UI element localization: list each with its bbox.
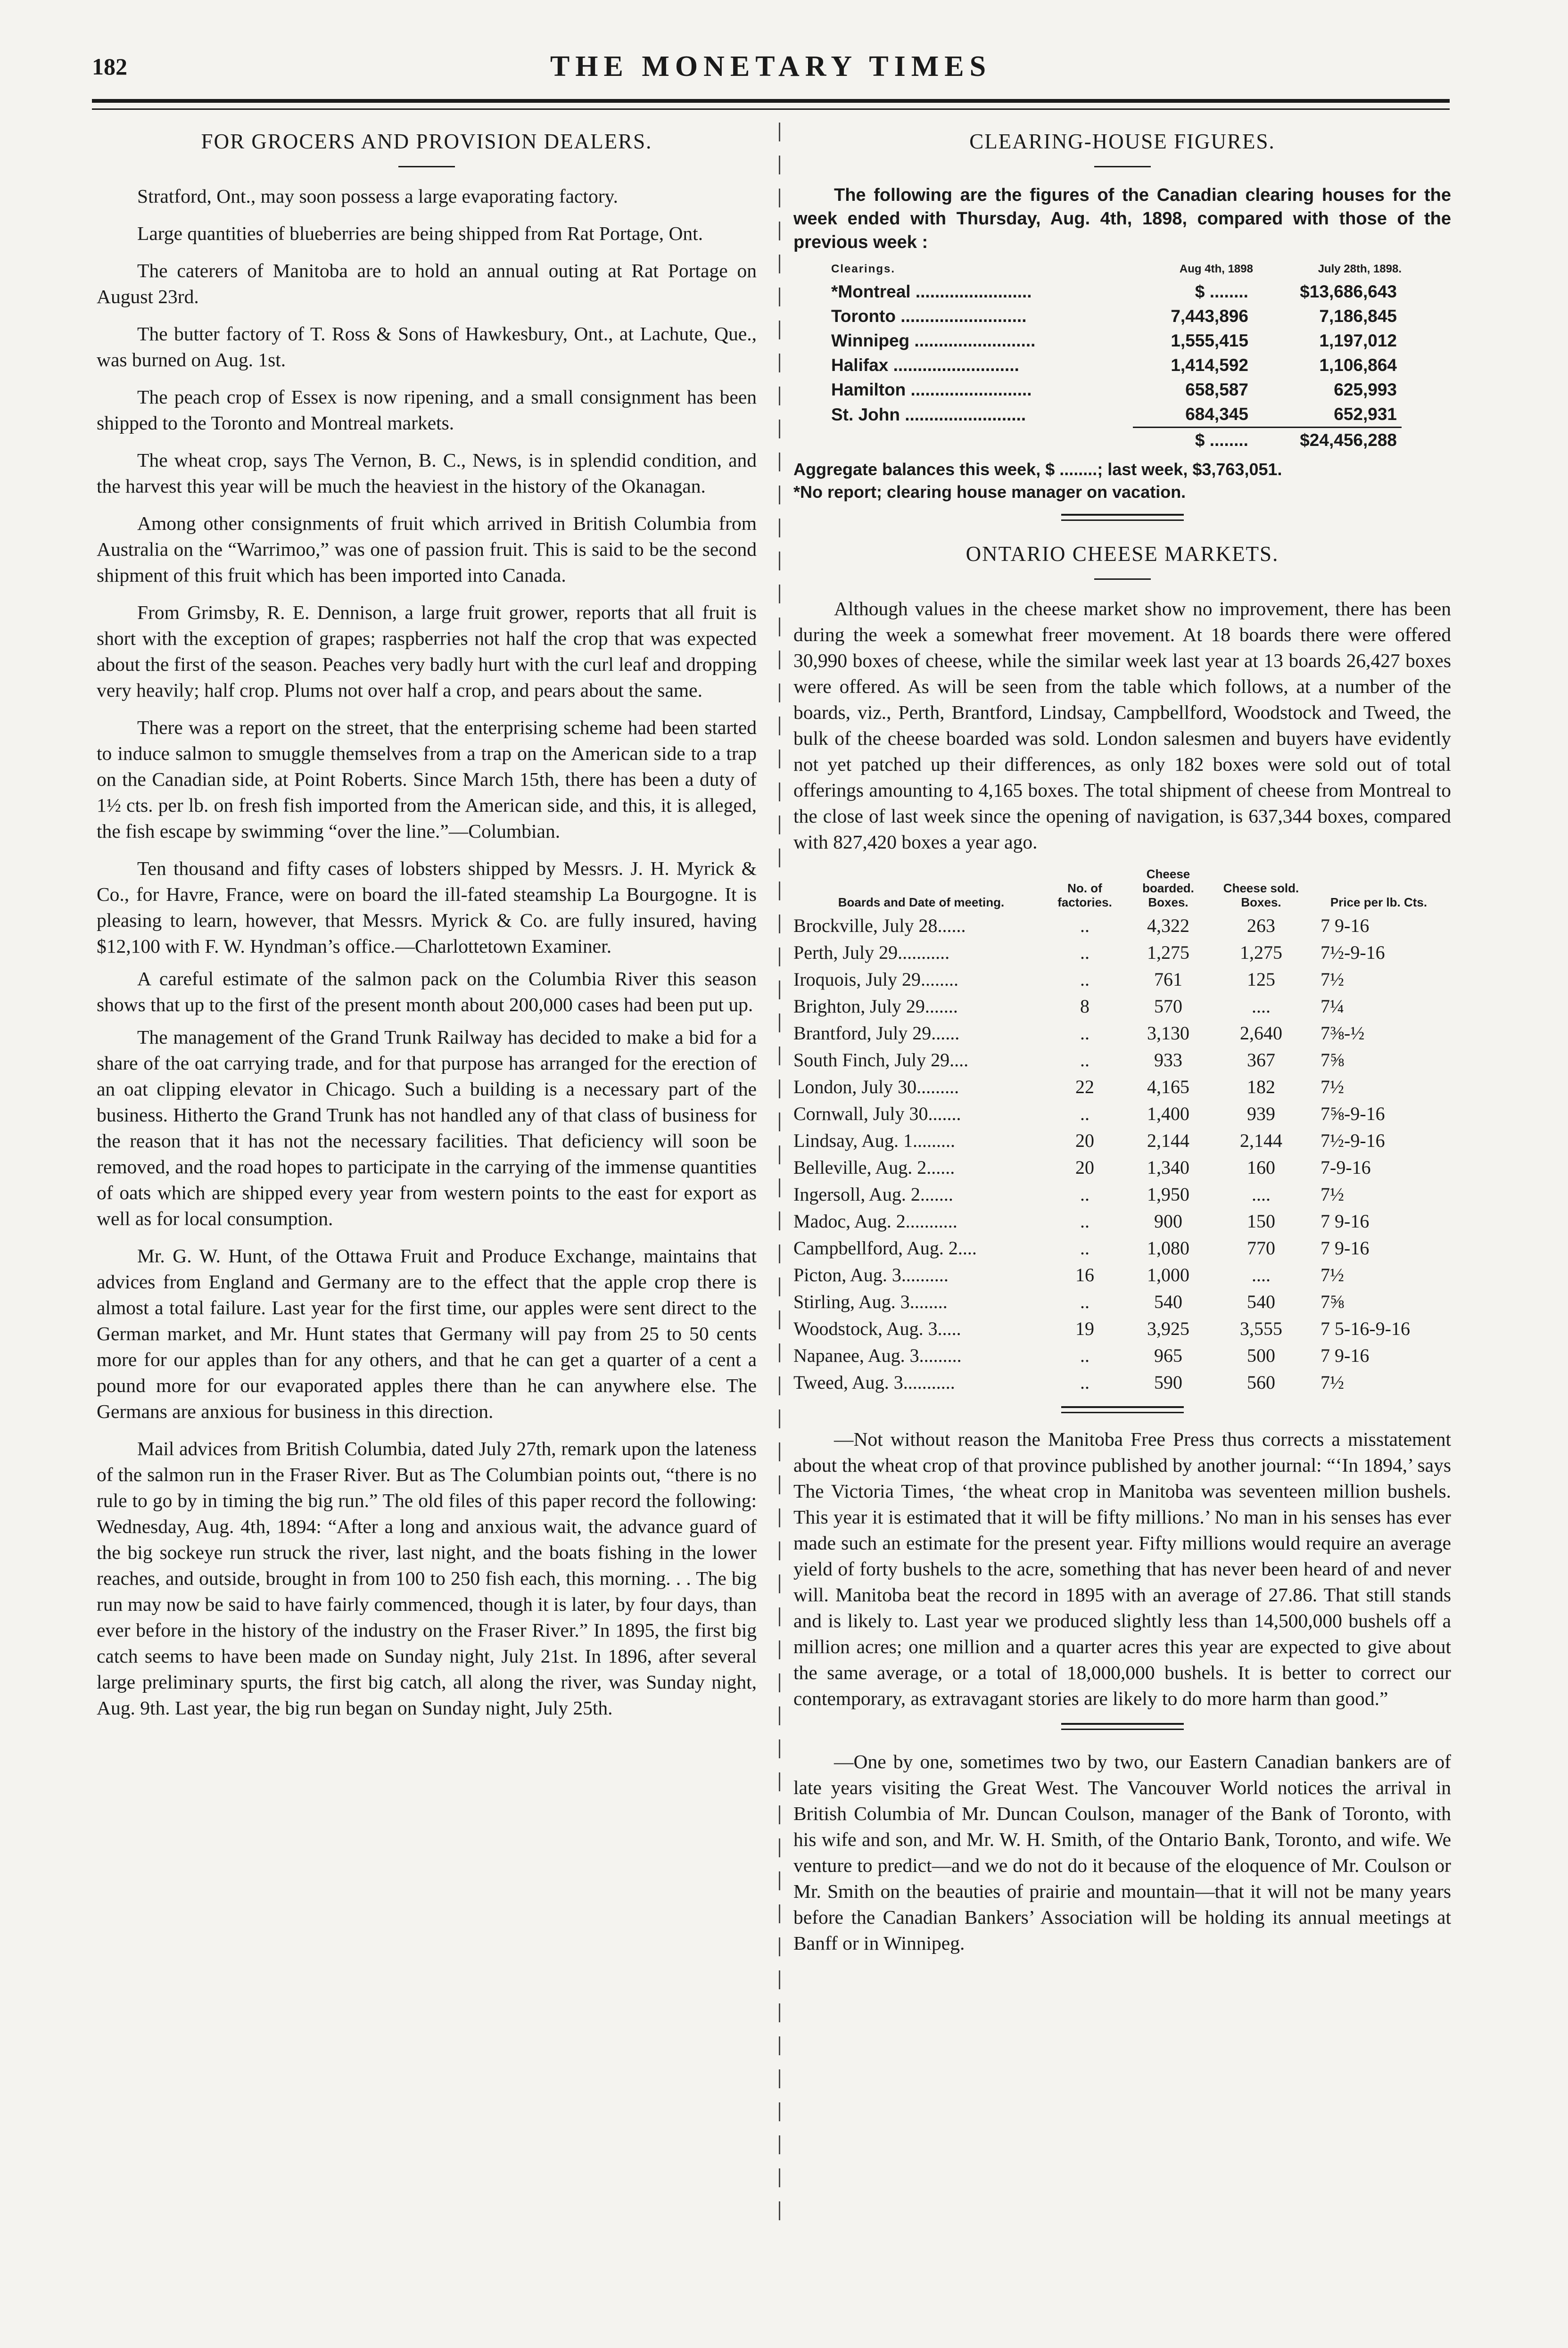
table-row (793, 939, 1451, 966)
wheat-paragraph: —Not without reason the Manitoba Free Press thus corrects a misstatement about the wheat crop of that province published by another journal: “‘In 1894,’ says The Victoria Times, ‘the wheat crop in Manitoba was seventeen million bushels. This year it is estimated that it will be fifty millions.’ No man in his senses has ever made such an estimate for the present year. Fifty millions would require an average yield of forty bushels to the acre, something that has never been heard of and never will. Manitoba beat the record in 1895 with an average of 27.86. That still stands and is likely to. Last year we produced slightly less than 14,500,000 bushels off a million acres; one million and a quarter acres this year are expected to give about the same average, or a total of 18,000,000 bushels. It is better to correct our contemporary, as extravagant stories are likely to do more harm than good.” (793, 1428, 1451, 1709)
sold-cell: 367 (1247, 1049, 1275, 1071)
value-cell: 652,931 (1334, 404, 1397, 424)
board-cell: Tweed, Aug. 3........... (793, 1372, 955, 1393)
price-cell: 7½ (1320, 1372, 1344, 1393)
table-header-row (793, 866, 1451, 912)
article-paragraph: Ten thousand and fifty cases of lobsters shipped by Messrs. J. H. Myrick & Co., for Havre, France, were on board the ill-fated steamship La Bourgogne. It is pleasing to learn, however, that Messrs. Myrick & Co. are fully insured, having $12,100 with F. W. Hyndman’s office.—Charlottetown Examiner. (97, 857, 757, 957)
board-cell: Stirling, Aug. 3........ (793, 1291, 948, 1312)
article-paragraph: Mr. G. W. Hunt, of the Ottawa Fruit and Produce Exchange, maintains that advices from England and Germany are to the effect that the apple crop there is almost a total failure. Last year for the first time, our apples were sent direct to the German market, and Mr. Hunt states that Germany will pay from 25 to 50 cents more for our apples than for any others, and that he can get a quarter of a cent a pound more for our evaporated apples there than he can anywhere else. The Germans are anxious for business in this direction. (97, 1245, 757, 1422)
factories-cell: 8 (1080, 996, 1089, 1017)
price-cell: 7½ (1320, 1184, 1344, 1205)
article-paragraph: Mail advices from British Columbia, dated July 27th, remark upon the lateness of the salmon run in the Fraser River. But as The Columbian points out, “there is no rule to go by in timing the big run.” The old files of this paper record the following: Wednesday, Aug. 4th, 1894: “After a long and anxious wait, the advance guard of the big sockeye run struck the river, last night, and the boats fishing in the lower reaches, and outside, brought in from 100 to 250 fish each, this morning. . . The big run may now be said to have fairly commenced, though it is later, by four days, than ever before in the history of the industry on the Fraser River.” In 1895, the first big catch seems to have been made on Sunday night, July 21st. In 1896, after several large preliminary spurts, the first big catch, all along the river, was Sunday night, Aug. 9th. Last year, the big run began on Sunday night, July 25th. (97, 1438, 757, 1719)
boarded-cell: 570 (1154, 996, 1182, 1017)
cheese-section-title: ONTARIO CHEESE MARKETS. (966, 542, 1279, 566)
price-cell: 7-9-16 (1320, 1157, 1371, 1178)
article-paragraph: The management of the Grand Trunk Railway has decided to make a bid for a share of the oat carrying trade, and for that purpose has arranged for the erection of an oat clipping elevator in Chicago. Such a building is a necessary part of the business. Hitherto the Grand Trunk has not handled any of that class of business for the reason that it has not the necessary facilities. That deficiency will soon be removed, and the road hopes to participate in the carrying of the immense quantities of oats which are shipped every year from western points to the east for export as well as for local consumption. (97, 1026, 757, 1229)
boarded-cell: 933 (1154, 1049, 1182, 1071)
sold-cell: .... (1252, 1264, 1271, 1285)
boarded-cell: 1,400 (1147, 1103, 1189, 1124)
section-rule (1094, 578, 1151, 580)
price-cell: 7 9-16 (1320, 915, 1370, 936)
sold-cell: 560 (1247, 1372, 1275, 1393)
board-cell: South Finch, July 29.... (793, 1049, 969, 1071)
table-row (793, 993, 1451, 1020)
board-cell: London, July 30......... (793, 1076, 959, 1097)
board-cell: Napanee, Aug. 3......... (793, 1345, 962, 1366)
boarded-cell: 3,130 (1147, 1022, 1189, 1044)
right-column (793, 124, 1451, 1968)
column-header: Clearings. (831, 263, 896, 275)
article-paragraph: From Grimsby, R. E. Dennison, a large fruit grower, reports that all fruit is short with the exception of grapes; raspberries not half the crop that was expected about the first of the season. Peaches very badly hurt with the curl leaf and dropping very heavily; half crop. Plums not over half a crop, and pears about the same. (97, 601, 757, 701)
column-header: Cheese boarded. Boxes. (1142, 867, 1194, 909)
column-header: Boards and Date of meeting. (838, 895, 1005, 909)
board-cell: Campbellford, Aug. 2.... (793, 1237, 977, 1259)
section-rule (1061, 514, 1184, 516)
factories-cell: .. (1080, 1345, 1089, 1366)
article-paragraph: There was a report on the street, that the enterprising scheme had been started to induce salmon to smuggle themselves from a trap on the American side to a trap on the Canadian side, at Point Roberts. Since March 15th, there has been a duty of 1½ cts. per lb. on fresh fish imported from the American side, and this, it is alleged, the fish escape by swimming “over the line.”—Columbian. (97, 717, 757, 842)
table-row (793, 1127, 1451, 1154)
boarded-cell: 1,340 (1147, 1157, 1189, 1178)
section-rule (398, 166, 455, 167)
total-row (831, 428, 1402, 453)
value-cell: 1,555,415 (1171, 331, 1248, 350)
page-header (92, 50, 1450, 91)
factories-cell: .. (1080, 1237, 1089, 1259)
column-header: No. of factories. (1057, 881, 1112, 909)
article-paragraph: Large quantities of blueberries are being shipped from Rat Portage, Ont. (137, 222, 703, 244)
boarded-cell: 540 (1154, 1291, 1182, 1312)
article-paragraph: The peach crop of Essex is now ripening, and a small consignment has been shipped to the Toronto and Montreal markets. (97, 386, 757, 434)
boarded-cell: 1,000 (1147, 1264, 1189, 1285)
sold-cell: 182 (1247, 1076, 1275, 1097)
price-cell: 7⅜-½ (1320, 1022, 1365, 1044)
article-paragraph: Stratford, Ont., may soon possess a large evaporating factory. (137, 185, 618, 207)
table-row (793, 1261, 1451, 1288)
masthead: THE MONETARY TIMES (550, 50, 992, 82)
sold-cell: 160 (1247, 1157, 1275, 1178)
factories-cell: .. (1080, 969, 1089, 990)
section-rule (1061, 1406, 1184, 1408)
table-row (793, 1020, 1451, 1046)
table-row (793, 1100, 1451, 1127)
boarded-cell: 1,950 (1147, 1184, 1189, 1205)
factories-cell: 20 (1075, 1157, 1094, 1178)
cheese-intro: Although values in the cheese market show no improvement, there has been during the week a somewhat freer movement. At 18 boards there were offered 30,990 boxes of cheese, while the similar week last year at 13 boards 26,427 boxes were offered. As will be seen from the table which follows, at a number of the boards, viz., Perth, Brantford, Lindsay, Campbellford, Woodstock and Tweed, the bulk of the cheese boarded was sold. London salesmen and buyers have evidently not yet patched up their differences, as only 182 boxes were sold out of total offerings amounting to 4,165 boxes. The total shipment of cheese from Montreal to the close of last week since the opening of navigation, is 637,344 boxes, compared with 827,420 boxes a year ago. (793, 598, 1451, 853)
boarded-cell: 761 (1154, 969, 1182, 990)
board-cell: Woodstock, Aug. 3..... (793, 1318, 961, 1339)
aggregate-balances: Aggregate balances this week, $ ........; last week, $3,763,051. (793, 460, 1282, 479)
sold-cell: 540 (1247, 1291, 1275, 1312)
value-cell: 658,587 (1185, 380, 1248, 399)
sold-cell: 1,275 (1240, 942, 1282, 963)
factories-cell: .. (1080, 1211, 1089, 1232)
section-rule (1094, 166, 1151, 167)
value-cell: 1,106,864 (1319, 355, 1397, 375)
price-cell: 7¼ (1320, 996, 1344, 1017)
table-row (831, 329, 1402, 353)
column-header: Aug 4th, 1898 (1179, 263, 1253, 275)
boarded-cell: 2,144 (1147, 1130, 1189, 1151)
section-rule (1061, 1412, 1184, 1413)
sold-cell: 2,640 (1240, 1022, 1282, 1044)
sold-cell: 2,144 (1240, 1130, 1282, 1151)
factories-cell: .. (1080, 915, 1089, 936)
board-cell: Ingersoll, Aug. 2....... (793, 1184, 953, 1205)
grocers-section-title: FOR GROCERS AND PROVISION DEALERS. (201, 130, 652, 153)
boarded-cell: 3,925 (1147, 1318, 1189, 1339)
boarded-cell: 1,275 (1147, 942, 1189, 963)
price-cell: 7⅝ (1320, 1291, 1344, 1312)
price-cell: 7½-9-16 (1320, 942, 1385, 963)
table-row (793, 1369, 1451, 1396)
column-header: Cheese sold. Boxes. (1223, 881, 1299, 909)
article-paragraph: The butter factory of T. Ross & Sons of Hawkesbury, Ont., at Lachute, Que., was burned on Aug. 1st. (97, 323, 757, 371)
boarded-cell: 4,322 (1147, 915, 1189, 936)
board-cell: Brockville, July 28...... (793, 915, 966, 936)
sold-cell: .... (1252, 996, 1271, 1017)
board-cell: Iroquois, July 29........ (793, 969, 958, 990)
board-cell: Belleville, Aug. 2...... (793, 1157, 955, 1178)
city-cell: Toronto .......................... (831, 306, 1027, 326)
table-row (793, 912, 1451, 939)
board-cell: Brighton, July 29....... (793, 996, 958, 1017)
price-cell: 7½-9-16 (1320, 1130, 1385, 1151)
value-cell: 625,993 (1334, 380, 1397, 399)
board-cell: Cornwall, July 30....... (793, 1103, 961, 1124)
header-rule-thin (92, 108, 1450, 110)
cheese-table-body (793, 912, 1451, 1396)
clearing-intro: The following are the figures of the Canadian clearing houses for the week ended with Thursday, Aug. 4th, 1898, compared with those of the previous week : (793, 185, 1451, 252)
board-cell: Brantford, July 29...... (793, 1022, 960, 1044)
board-cell: Madoc, Aug. 2........... (793, 1211, 957, 1232)
sold-cell: 939 (1247, 1103, 1275, 1124)
factories-cell: .. (1080, 1184, 1089, 1205)
article-paragraph: The wheat crop, says The Vernon, B. C., News, is in splendid condition, and the harvest this year will be much the heaviest in the history of the Okanagan. (97, 449, 757, 497)
factories-cell: .. (1080, 1291, 1089, 1312)
table-row (793, 966, 1451, 993)
table-row (793, 1046, 1451, 1073)
city-cell: Halifax .......................... (831, 355, 1019, 375)
table-row (793, 1208, 1451, 1235)
table-row (831, 378, 1402, 402)
sold-cell: 500 (1247, 1345, 1275, 1366)
factories-cell: 19 (1075, 1318, 1094, 1339)
boarded-cell: 900 (1154, 1211, 1182, 1232)
table-row (793, 1235, 1451, 1261)
section-rule (1061, 1723, 1184, 1725)
factories-cell: .. (1080, 1049, 1089, 1071)
table-row (793, 1315, 1451, 1342)
boarded-cell: 965 (1154, 1345, 1182, 1366)
value-cell: $ ........ (1195, 282, 1248, 301)
page-number: 182 (92, 53, 127, 80)
price-cell: 7 9-16 (1320, 1211, 1370, 1232)
sold-cell: .... (1252, 1184, 1271, 1205)
total-cell: $ ........ (1133, 428, 1253, 453)
factories-cell: 20 (1075, 1130, 1094, 1151)
section-rule (1061, 519, 1184, 521)
price-cell: 7⅝-9-16 (1320, 1103, 1385, 1124)
section-rule (1061, 1729, 1184, 1730)
table-row (793, 1073, 1451, 1100)
sold-cell: 3,555 (1240, 1318, 1282, 1339)
column-header: July 28th, 1898. (1318, 263, 1402, 275)
city-cell: Hamilton ......................... (831, 380, 1032, 399)
board-cell: Lindsay, Aug. 1......... (793, 1130, 955, 1151)
table-row (831, 280, 1402, 304)
city-cell: *Montreal ........................ (831, 282, 1032, 301)
clearing-table (831, 263, 1402, 453)
sold-cell: 125 (1247, 969, 1275, 990)
price-cell: 7 5-16-9-16 (1320, 1318, 1410, 1339)
value-cell: 684,345 (1185, 404, 1248, 424)
sold-cell: 150 (1247, 1211, 1275, 1232)
table-header-row (831, 263, 1402, 280)
sold-cell: 770 (1247, 1237, 1275, 1259)
clearing-section-title: CLEARING-HOUSE FIGURES. (969, 130, 1275, 153)
column-header: Price per lb. Cts. (1330, 895, 1428, 909)
factories-cell: 16 (1075, 1264, 1094, 1285)
left-column (97, 124, 757, 1732)
city-cell: St. John ......................... (831, 404, 1026, 424)
price-cell: 7 9-16 (1320, 1237, 1370, 1259)
header-rule (92, 99, 1450, 103)
article-paragraph: A careful estimate of the salmon pack on the Columbia River this season shows that up to the first of the present month about 200,000 cases had been put up. (97, 968, 757, 1015)
factories-cell: .. (1080, 1022, 1089, 1044)
price-cell: 7½ (1320, 969, 1344, 990)
sold-cell: 263 (1247, 915, 1275, 936)
total-label-cell (831, 428, 1133, 453)
price-cell: 7 9-16 (1320, 1345, 1370, 1366)
table-row (831, 304, 1402, 329)
table-row (793, 1154, 1451, 1181)
value-cell: $13,686,643 (1300, 282, 1397, 301)
value-cell: 1,414,592 (1171, 355, 1248, 375)
article-paragraph: Among other consignments of fruit which arrived in British Columbia from Australia on the “Warrimoo,” was one of passion fruit. This is said to be the second shipment of this fruit which has been imported into Canada. (97, 512, 757, 586)
board-cell: Perth, July 29........... (793, 942, 950, 963)
value-cell: 7,443,896 (1171, 306, 1248, 326)
value-cell: 7,186,845 (1319, 306, 1397, 326)
city-cell: Winnipeg ......................... (831, 331, 1036, 350)
total-cell: $24,456,288 (1253, 428, 1402, 453)
factories-cell: .. (1080, 1103, 1089, 1124)
table-row (793, 1288, 1451, 1315)
factories-cell: .. (1080, 942, 1089, 963)
cheese-table (793, 866, 1451, 1396)
price-cell: 7½ (1320, 1076, 1344, 1097)
bankers-paragraph: —One by one, sometimes two by two, our Eastern Canadian bankers are of late years visiting the Great West. The Vancouver World notices the arrival in British Columbia of Mr. Duncan Coulson, manager of the Bank of Toronto, with his wife and son, and Mr. W. H. Smith, of the Ontario Bank, Toronto, and wife. We venture to predict—and we do not do it because of the eloquence of Mr. Coulson or Mr. Smith on the beauties of prairie and mountain—that it will not be many years before the Canadian Bankers’ Association will be holding its annual meetings at Banff or in Winnipeg. (793, 1751, 1451, 1954)
table-row (793, 1181, 1451, 1208)
price-cell: 7⅝ (1320, 1049, 1344, 1071)
boarded-cell: 1,080 (1147, 1237, 1189, 1259)
boarded-cell: 590 (1154, 1372, 1182, 1393)
clearing-footnote: *No report; clearing house manager on vacation. (793, 482, 1186, 502)
article-paragraph: The caterers of Manitoba are to hold an annual outing at Rat Portage on August 23rd. (97, 260, 757, 307)
table-row (793, 1342, 1451, 1369)
factories-cell: .. (1080, 1372, 1089, 1393)
table-row (831, 402, 1402, 428)
column-divider (779, 123, 780, 2234)
board-cell: Picton, Aug. 3.......... (793, 1264, 949, 1285)
price-cell: 7½ (1320, 1264, 1344, 1285)
value-cell: 1,197,012 (1319, 331, 1397, 350)
factories-cell: 22 (1075, 1076, 1094, 1097)
table-row (831, 353, 1402, 378)
boarded-cell: 4,165 (1147, 1076, 1189, 1097)
